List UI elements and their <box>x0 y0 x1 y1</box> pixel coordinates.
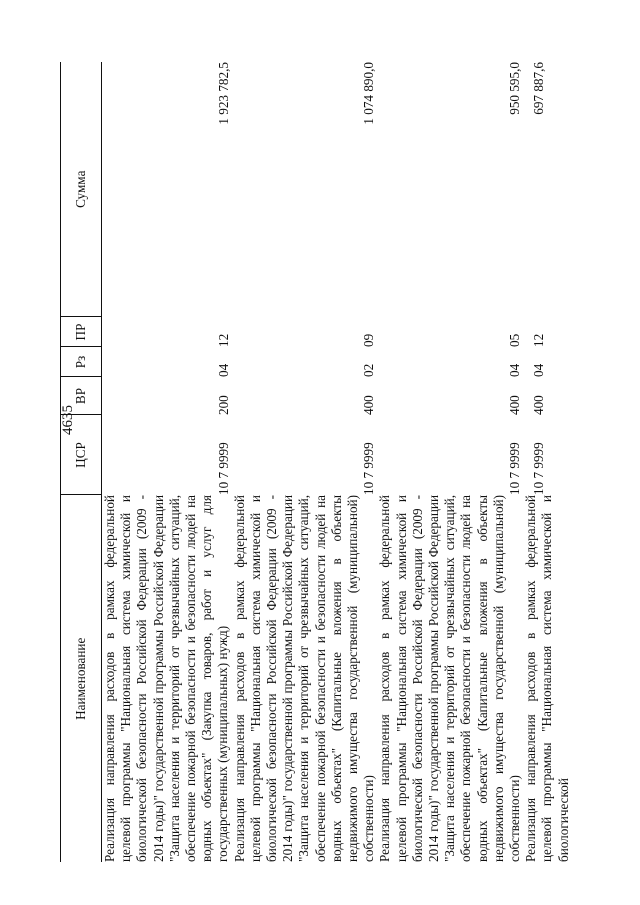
row-sum: 1 074 890,0 <box>361 62 377 125</box>
row-pr: 12 <box>215 333 231 347</box>
table-row <box>232 62 378 862</box>
row-csr: 10 7 9999 <box>361 442 377 495</box>
row-name: Реализация направления расходов в рамках федеральной целевой программы "Национальная система химической и биологической <box>523 495 571 862</box>
row-rz: 02 <box>361 363 377 377</box>
row-csr: 10 7 9999 <box>531 442 547 495</box>
row-csr: 10 7 9999 <box>215 442 231 495</box>
header-pr: ПР <box>61 317 102 347</box>
row-pr: 05 <box>507 333 523 347</box>
row-rz: 04 <box>215 363 231 377</box>
row-pr: 09 <box>361 333 377 347</box>
row-rz: 04 <box>507 363 523 377</box>
row-vr: 400 <box>361 395 377 415</box>
budget-table <box>60 62 572 862</box>
header-rz: Рз <box>61 347 102 377</box>
rotated-table-container <box>60 62 580 862</box>
row-sum: 1 923 782,5 <box>215 62 231 125</box>
header-name: Наименование <box>61 495 102 862</box>
row-name: Реализация направления расходов в рамках федеральной целевой программы "Национальная система химической и биологической безопасности Российской Федерации (2009 - 2014 годы)" государственной программы Российской Федерации "Защита населения и территорий от чрезвычайных ситуаций, обеспечение пожарной безопасности и безопасности людей на водных объектах" (Капитальные вложения в объекты недвижимого имущества государственной (муниципальной) собственности) <box>377 495 523 862</box>
row-sum: 697 887,6 <box>531 62 547 115</box>
table-header-row <box>61 62 102 862</box>
table-row <box>523 62 572 862</box>
row-sum: 950 595,0 <box>507 62 523 115</box>
header-csr: ЦСР <box>61 415 102 495</box>
table-row <box>377 62 523 862</box>
header-sum: Сумма <box>61 62 102 317</box>
row-vr: 200 <box>215 395 231 415</box>
row-vr: 400 <box>507 395 523 415</box>
row-name: Реализация направления расходов в рамках федеральной целевой программы "Национальная система химической и биологической безопасности Российской Федерации (2009 - 2014 годы)" государственной программы Российской Федерации "Защита населения и территорий от чрезвычайных ситуаций, обеспечение пожарной безопасности и безопасности людей на водных объектах" (Закупка товаров, работ и услуг для государственных (муниципальных) нужд) <box>102 495 231 862</box>
row-csr: 10 7 9999 <box>507 442 523 495</box>
page-number: 4635 <box>60 405 76 435</box>
row-name: Реализация направления расходов в рамках федеральной целевой программы "Национальная система химической и биологической безопасности Российской Федерации (2009 - 2014 годы)" государственной программы Российской Федерации "Защита населения и территорий от чрезвычайных ситуаций, обеспечение пожарной безопасности и безопасности людей на водных объектах" (Капитальные вложения в объекты недвижимого имущества государственной (муниципальной) собственности) <box>231 495 377 862</box>
header-vr: ВР <box>61 377 102 415</box>
row-pr: 12 <box>531 333 547 347</box>
row-rz: 04 <box>531 363 547 377</box>
row-vr: 400 <box>531 395 547 415</box>
table-row <box>102 62 232 862</box>
